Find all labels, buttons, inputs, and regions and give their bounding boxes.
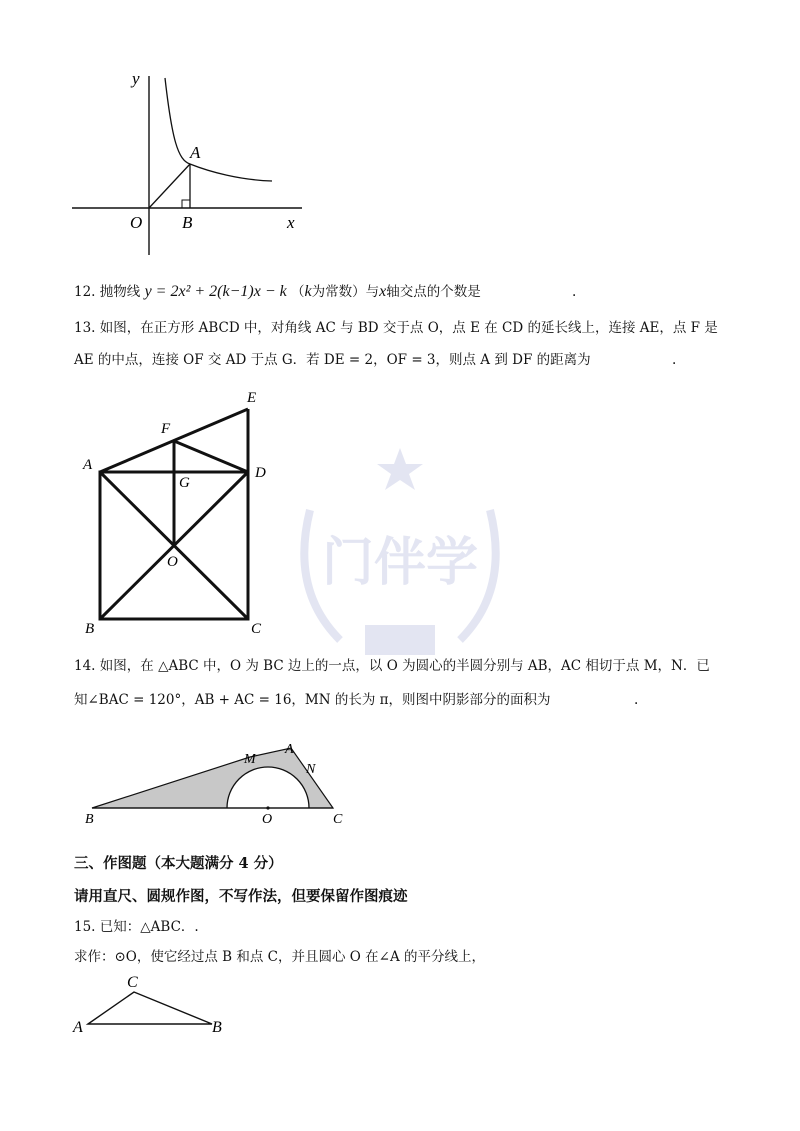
q13-number: 13.	[74, 320, 96, 336]
label-C: C	[251, 621, 262, 637]
label-A: A	[285, 742, 294, 757]
question-12	[74, 282, 481, 302]
q14-line-1	[74, 656, 710, 676]
label-A: A	[73, 1019, 83, 1036]
label-D: D	[255, 465, 266, 481]
q15-given	[74, 917, 199, 937]
q12-text-3: 为常数）与	[311, 284, 380, 300]
section-3-title: 三、作图题（本大题满分 4 分）	[74, 855, 283, 872]
q13-line-1	[74, 318, 718, 338]
label-F: F	[161, 421, 171, 437]
q15-number: 15.	[74, 919, 96, 935]
label-O: O	[262, 812, 273, 827]
q12-text-1: 抛物线	[99, 284, 141, 300]
q13-line-2: AE 的中点，连接 OF 交 AD 于点 G．若 DE = 2，OF = 3，则点 A 到 DF 的距离为	[74, 352, 591, 368]
figure-triangle	[70, 970, 240, 1040]
label-x: x	[287, 213, 295, 232]
q12-text-2: （	[291, 284, 305, 300]
q14-text-1: 如图，在 △ABC 中，O 为 BC 边上的一点，以 O 为圆心的半圆分别与 AB，AC 相切于点 M，N．已	[99, 658, 710, 674]
q12-blank-end: .	[572, 284, 577, 300]
figure-hyperbola	[60, 60, 320, 270]
label-B: B	[212, 1019, 222, 1036]
label-E: E	[247, 390, 257, 406]
q15-given-text: 已知：△ABC．.	[99, 919, 199, 935]
q12-x: x	[379, 283, 387, 300]
label-C: C	[333, 812, 343, 827]
q14-number: 14.	[74, 658, 96, 674]
label-A: A	[190, 143, 201, 162]
q12-number: 12.	[74, 284, 96, 300]
label-C: C	[127, 974, 138, 991]
label-B: B	[85, 812, 94, 827]
figure-semicircle	[80, 735, 360, 830]
q13-blank-end: .	[672, 352, 677, 368]
label-A: A	[83, 457, 93, 473]
q14-blank-end: .	[634, 692, 639, 708]
figure-square	[75, 385, 290, 640]
q13-text-1: 如图，在正方形 ABCD 中，对角线 AC 与 BD 交于点 O，点 E 在 CD 的延长线上，连接 AE，点 F 是	[99, 320, 718, 336]
label-O: O	[130, 213, 143, 232]
section-3-instruction: 请用直尺、圆规作图，不写作法，但要保留作图痕迹	[74, 888, 408, 905]
q15-required: 求作：⊙O，使它经过点 B 和点 C，并且圆心 O 在∠A 的平分线上，	[74, 949, 486, 965]
label-O: O	[167, 554, 178, 570]
watermark-logo	[270, 440, 530, 670]
label-N: N	[306, 762, 316, 777]
q12-k: k	[304, 283, 312, 300]
q12-equation: y = 2x² + 2(k−1)x − k	[144, 283, 287, 300]
label-M: M	[244, 752, 256, 767]
label-y: y	[132, 69, 140, 88]
label-B: B	[182, 213, 193, 232]
label-G: G	[179, 475, 190, 491]
label-B: B	[85, 621, 95, 637]
watermark-text: 门伴学	[321, 533, 479, 593]
q12-text-4: 轴交点的个数是	[386, 284, 481, 300]
q14-line-2: 知∠BAC = 120°，AB + AC = 16，MN 的长为 π，则图中阴影部分的面积为	[74, 692, 551, 708]
